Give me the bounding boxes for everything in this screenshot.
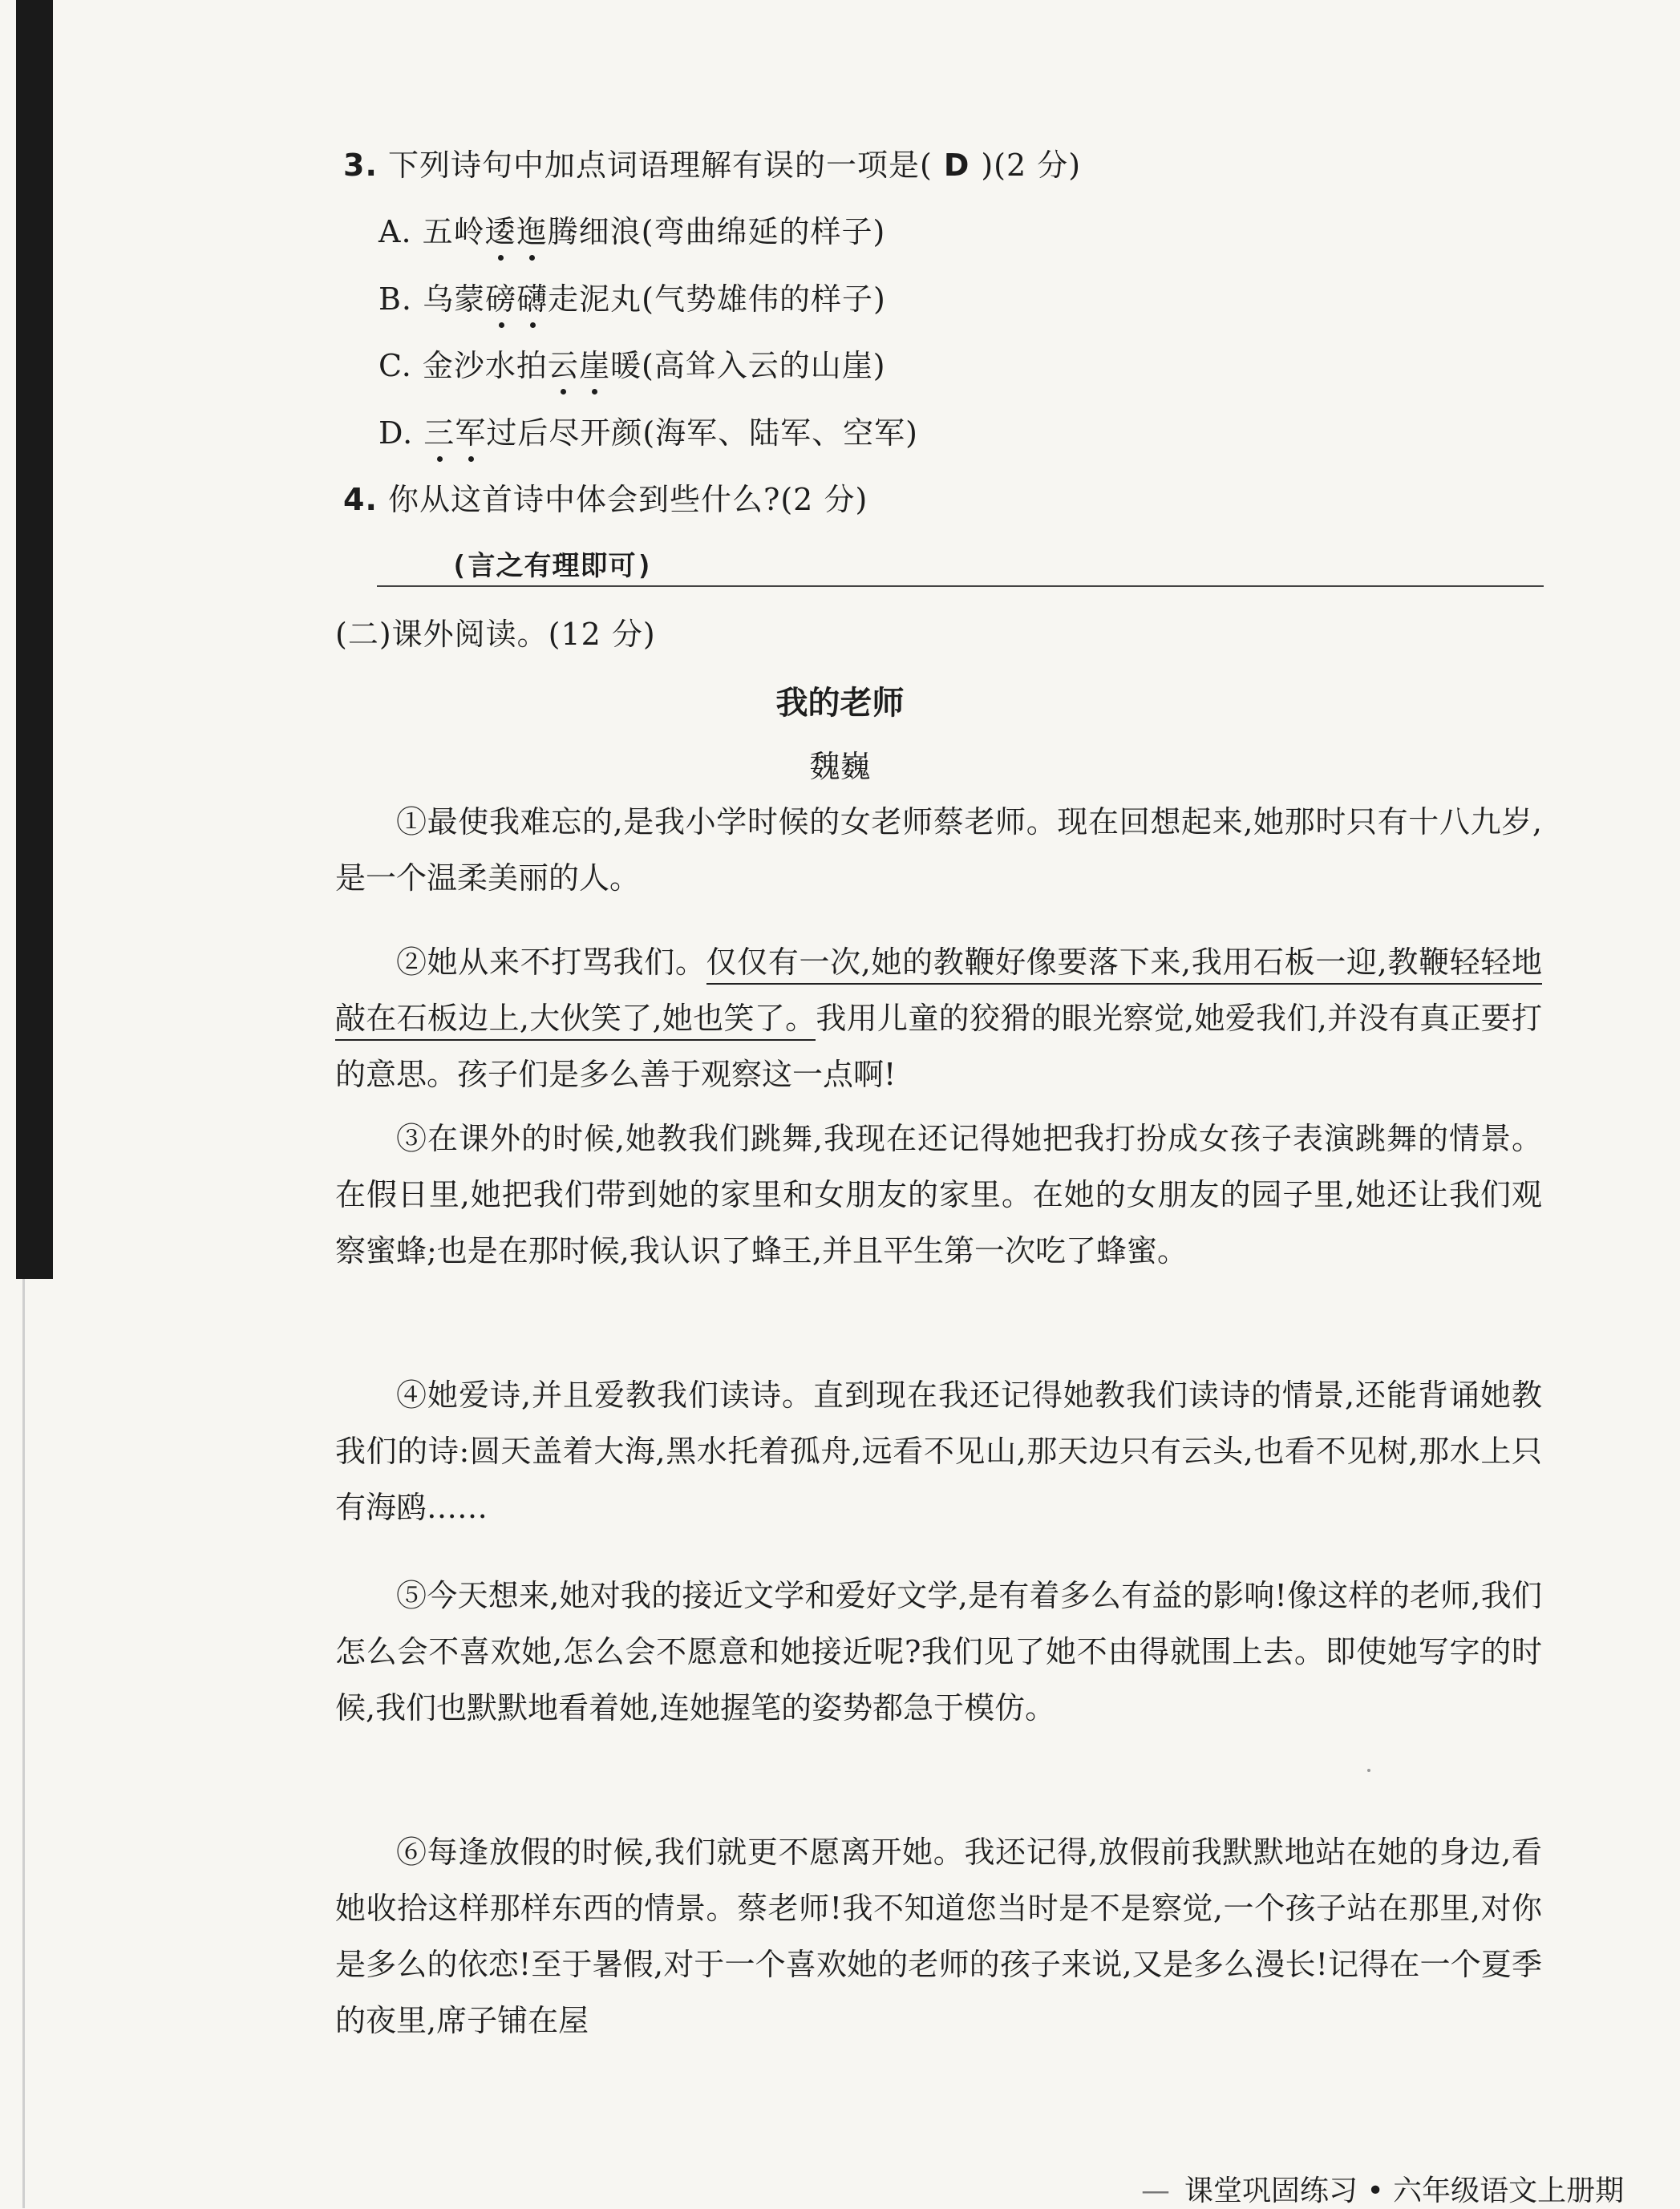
binding-shadow	[22, 1279, 25, 2208]
question-number: 4.	[343, 482, 378, 517]
question-stem: 你从这首诗中体会到些什么?(2 分)	[387, 482, 868, 517]
question-score: )(2 分)	[981, 148, 1082, 183]
print-speck	[1367, 1769, 1370, 1772]
dotted-char: 磅	[485, 274, 516, 318]
binding-edge	[16, 0, 53, 1279]
footer-text: 课堂巩固练习 • 六年级语文上册期	[1184, 2175, 1625, 2207]
article-author: 魏巍	[809, 749, 871, 784]
underlined-sentence: 仅仅有一次,她的教鞭好像要落下来,我用石板一迎,教鞭轻轻地敲在石板边上,大伙笑了,她也笑了。	[335, 945, 1542, 1041]
page-footer: — 课堂巩固练习 • 六年级语文上册期	[1141, 2175, 1625, 2207]
article-title: 我的老师	[775, 685, 905, 722]
dotted-char: 迤	[516, 207, 548, 251]
answer-line	[377, 585, 1544, 587]
question-3	[343, 140, 1081, 184]
dotted-char: 三	[423, 408, 455, 452]
question-stem: 下列诗句中加点词语理解有误的一项是(	[387, 148, 933, 183]
option-c: C. 金沙水拍云崖暖(高耸入云的山崖)	[379, 341, 886, 385]
question-number: 3.	[343, 148, 378, 183]
option-b: B. 乌蒙磅礴走泥丸(气势雄伟的样子)	[379, 274, 886, 318]
dotted-char: 军	[455, 408, 486, 452]
paragraph-4: ④她爱诗,并且爱教我们读诗。直到现在我还记得她教我们读诗的情景,还能背诵她教我们的诗:圆天盖着大海,黑水托着孤舟,远看不见山,那天边只有云头,也看不见树,那水上只有海鸥……	[335, 1378, 1542, 1525]
dotted-char: 云	[548, 341, 579, 385]
dotted-char: 礴	[516, 274, 548, 318]
paragraph-5: ⑤今天想来,她对我的接近文学和爱好文学,是有着多么有益的影响!像这样的老师,我们怎么会不喜欢她,怎么会不愿意和她接近呢?我们见了她不由得就围上去。即使她写字的时候,我们也默默地看着她,连她握笔的姿势都急于模仿。	[335, 1578, 1542, 1726]
handwritten-answer: (言之有理即可)	[451, 550, 654, 582]
section-heading: (二)课外阅读。(12 分)	[335, 617, 656, 652]
paragraph-3: ③在课外的时候,她教我们跳舞,我现在还记得她把我打扮成女孩子表演跳舞的情景。在假日里,她把我们带到她的家里和女朋友的家里。在她的女朋友的园子里,她还让我们观察蜜蜂;也是在那时候,我认识了蜂王,并且平生第一次吃了蜂蜜。	[335, 1121, 1542, 1268]
option-d: D. 三军过后尽开颜(海军、陆军、空军)	[379, 408, 918, 452]
dotted-char: 崖	[579, 341, 610, 385]
answer-choice: D	[943, 148, 970, 183]
paragraph-2: ②她从来不打骂我们。仅仅有一次,她的教鞭好像要落下来,我用石板一迎,教鞭轻轻地敲在石板边上,大伙笑了,她也笑了。我用儿童的狡猾的眼光察觉,她爱我们,并没有真正要打的意思。孩子们是多么善于观察这一点啊!	[335, 945, 1542, 1092]
option-a: A. 五岭逶迤腾细浪(弯曲绵延的样子)	[379, 207, 885, 251]
question-4	[343, 475, 868, 519]
paragraph-6: ⑥每逢放假的时候,我们就更不愿离开她。我还记得,放假前我默默地站在她的身边,看她收拾这样那样东西的情景。蔡老师!我不知道您当时是不是察觉,一个孩子站在那里,对你是多么的依恋!至于暑假,对于一个喜欢她的老师的孩子来说,又是多么漫长!记得在一个夏季的夜里,席子铺在屋	[335, 1835, 1542, 2038]
paragraph-1: ①最使我难忘的,是我小学时候的女老师蔡老师。现在回想起来,她那时只有十八九岁,是一个温柔美丽的人。	[335, 804, 1542, 896]
dotted-char: 逶	[485, 207, 516, 251]
